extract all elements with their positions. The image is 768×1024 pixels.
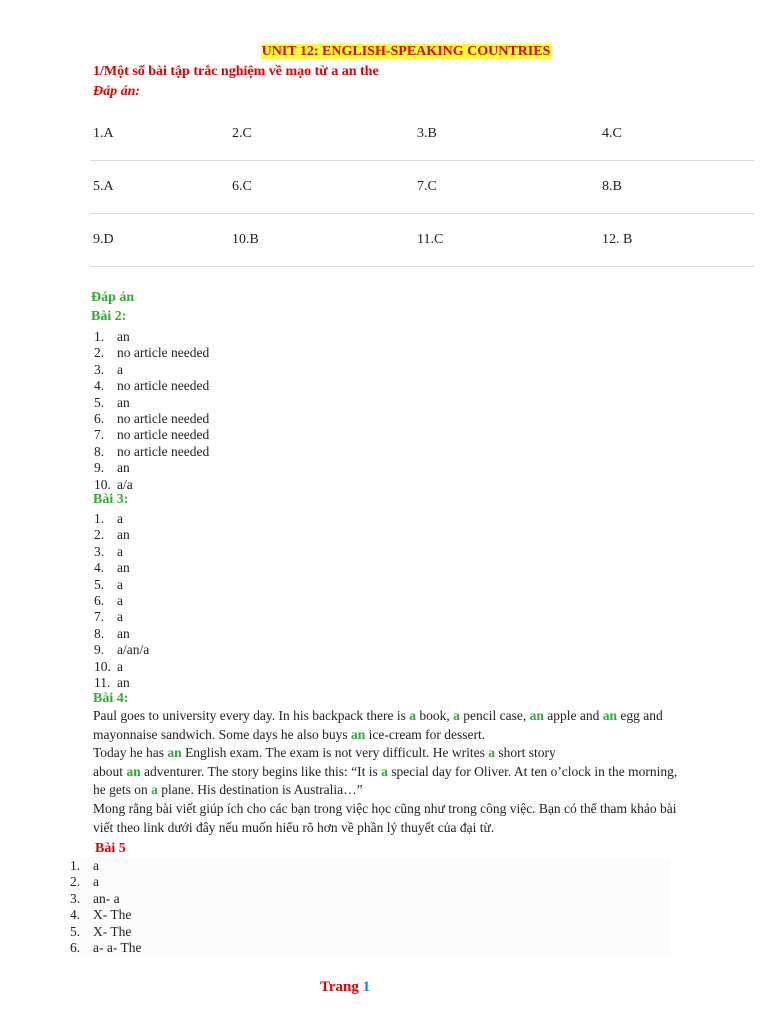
list-item-text: no article needed xyxy=(117,345,210,361)
bai4-paragraph-1 xyxy=(93,707,683,744)
list-item-text: a xyxy=(93,858,99,873)
paragraph-text: adventurer. The story begins like this: “It is xyxy=(140,763,382,779)
list-number: 3. xyxy=(70,890,81,906)
article-answer: a xyxy=(409,708,417,723)
list-number: 3. xyxy=(94,361,105,377)
list-item xyxy=(94,411,209,427)
list-item-text: a xyxy=(117,609,123,625)
bai2-list xyxy=(94,329,209,493)
section-title: 1/Một số bài tập trắc nghiệm về mạo từ a an the xyxy=(93,64,379,79)
list-item xyxy=(94,362,209,378)
list-number: 6. xyxy=(70,940,81,956)
answer-label: Đáp án: xyxy=(93,84,141,99)
list-item-text: a- a- The xyxy=(93,940,142,956)
article-answer: a xyxy=(381,763,388,779)
article-answer: a xyxy=(488,745,495,761)
paragraph-text: pencil case, xyxy=(459,708,530,723)
bai4-text xyxy=(93,707,683,837)
footer-label: Trang xyxy=(320,979,359,995)
list-number: 4. xyxy=(70,907,81,923)
list-number: 10. xyxy=(94,658,111,674)
table-cell: 8.B xyxy=(602,179,622,194)
list-number: 11. xyxy=(94,675,111,691)
bai3-title: Bài 3: xyxy=(93,492,129,507)
list-item xyxy=(70,907,670,923)
list-item xyxy=(94,593,149,609)
list-item-text: a xyxy=(117,511,123,526)
table-cell: 11.C xyxy=(417,232,444,247)
unit-title: UNIT 12: ENGLISH-SPEAKING COUNTRIES xyxy=(261,44,551,59)
list-number: 2. xyxy=(94,527,105,543)
list-item xyxy=(94,527,149,543)
paragraph-text: ice-cream for dessert. xyxy=(365,726,486,742)
paragraph-text: about xyxy=(93,763,127,779)
paragraph-text: special day for Oliver. At ten o’clock in the morning, he gets on xyxy=(93,763,678,798)
list-item-text: X- The xyxy=(93,907,132,923)
list-item-text: an- a xyxy=(93,890,120,906)
page-footer xyxy=(320,979,370,996)
paragraph-text: short story xyxy=(495,745,556,761)
list-item-text: an xyxy=(117,675,130,691)
list-number: 9. xyxy=(94,642,105,658)
table-cell: 12. B xyxy=(602,232,633,247)
bai4-paragraph-3 xyxy=(93,763,683,800)
list-item-text: a xyxy=(117,361,123,377)
table-cell: 5.A xyxy=(93,179,114,194)
paragraph-text: plane. His destination is Australia…” xyxy=(157,782,363,798)
list-item xyxy=(94,626,149,642)
list-item xyxy=(94,444,209,460)
table-row xyxy=(90,108,754,161)
list-number: 8. xyxy=(94,443,105,459)
list-item-text: X- The xyxy=(93,923,132,939)
list-number: 3. xyxy=(94,543,105,559)
list-item xyxy=(94,378,209,394)
list-item-text: an xyxy=(117,460,130,476)
article-answer: an xyxy=(167,745,182,761)
answer-table xyxy=(90,108,754,267)
list-number: 1. xyxy=(94,511,105,526)
bai4-paragraph-2 xyxy=(93,744,683,763)
list-item-text: a xyxy=(117,658,123,674)
list-number: 4. xyxy=(94,378,105,394)
list-item xyxy=(70,940,670,956)
list-item xyxy=(94,460,209,476)
page-number: 1 xyxy=(362,979,371,995)
list-number: 5. xyxy=(94,576,105,592)
table-cell: 3.B xyxy=(417,126,437,141)
list-item xyxy=(94,675,149,691)
table-cell: 7.C xyxy=(417,179,437,194)
table-row xyxy=(90,161,754,214)
list-number: 7. xyxy=(94,609,105,625)
list-number: 5. xyxy=(94,394,105,410)
list-item xyxy=(94,427,209,443)
list-item xyxy=(94,659,149,675)
list-item xyxy=(94,642,149,658)
table-cell: 2.C xyxy=(232,126,252,141)
list-item xyxy=(94,560,149,576)
table-cell: 6.C xyxy=(232,179,252,194)
list-item xyxy=(70,858,670,874)
bai3-list xyxy=(94,511,149,691)
list-item-text: a/a xyxy=(117,476,133,492)
list-number: 10. xyxy=(94,476,111,492)
list-item xyxy=(94,345,209,361)
article-answer: an xyxy=(126,763,141,779)
bai2-title: Bài 2: xyxy=(91,309,127,324)
list-number: 5. xyxy=(70,923,81,939)
list-item xyxy=(94,511,149,527)
bai5-list xyxy=(70,858,670,956)
table-cell: 4.C xyxy=(602,126,622,141)
article-answer: an xyxy=(350,726,366,742)
paragraph-text: English exam. The exam is not very difficult. He writes xyxy=(181,745,489,761)
list-item-text: an xyxy=(117,560,130,576)
list-number: 4. xyxy=(94,560,105,576)
table-cell: 10.B xyxy=(232,232,259,247)
article-answer: a xyxy=(453,708,460,723)
list-item-text: an xyxy=(117,625,130,641)
list-item xyxy=(94,329,209,345)
list-number: 6. xyxy=(94,593,105,609)
list-item-text: no article needed xyxy=(117,411,210,427)
list-item-text: a xyxy=(117,593,123,609)
list-number: 2. xyxy=(94,345,105,361)
paragraph-text: Paul goes to university every day. In his backpack there is xyxy=(93,708,410,723)
list-item-text: an xyxy=(117,394,130,410)
list-item xyxy=(70,891,670,907)
list-item-text: an xyxy=(117,329,130,344)
article-answer: an xyxy=(529,708,544,723)
table-row xyxy=(90,214,754,267)
list-item xyxy=(94,544,149,560)
list-number: 1. xyxy=(94,329,105,344)
answer-heading: Đáp án xyxy=(91,290,135,305)
list-item-text: no article needed xyxy=(117,427,210,443)
list-number: 9. xyxy=(94,460,105,476)
list-number: 2. xyxy=(70,874,81,890)
table-cell: 9.D xyxy=(93,232,114,247)
list-item xyxy=(94,395,209,411)
paragraph-text: book, xyxy=(416,708,454,723)
paragraph-text: egg and mayonnaise sandwich. Some days he also buys xyxy=(93,708,663,742)
list-number: 7. xyxy=(94,427,105,443)
bai5-title: Bài 5 xyxy=(95,841,126,856)
list-item-text: a/an/a xyxy=(117,642,150,658)
list-item xyxy=(70,874,670,890)
paragraph-text: Today he has xyxy=(93,745,168,761)
list-item-text: no article needed xyxy=(117,378,210,394)
list-item-text: a xyxy=(93,874,99,890)
bai4-paragraph-4: Mong rằng bài viết giúp ích cho các bạn trong việc học cũng như trong công việc. Bạn có thể tham khảo bài viết theo link dưới đây nếu muốn hiểu rõ hơn về phần lý thuyết của đại từ. xyxy=(93,800,677,835)
list-item xyxy=(94,577,149,593)
list-item xyxy=(94,477,209,493)
list-number: 8. xyxy=(94,625,105,641)
list-item-text: a xyxy=(117,576,123,592)
list-item-text: an xyxy=(117,527,130,543)
article-answer: a xyxy=(151,782,158,798)
list-number: 1. xyxy=(70,858,81,873)
table-cell: 1.A xyxy=(93,126,114,141)
list-item-text: no article needed xyxy=(117,443,210,459)
list-number: 6. xyxy=(94,411,105,427)
list-item xyxy=(70,924,670,940)
article-answer: an xyxy=(602,708,618,723)
bai4-title: Bài 4: xyxy=(93,691,129,706)
list-item xyxy=(94,609,149,625)
paragraph-text: apple and xyxy=(543,708,603,723)
list-item-text: a xyxy=(117,543,123,559)
